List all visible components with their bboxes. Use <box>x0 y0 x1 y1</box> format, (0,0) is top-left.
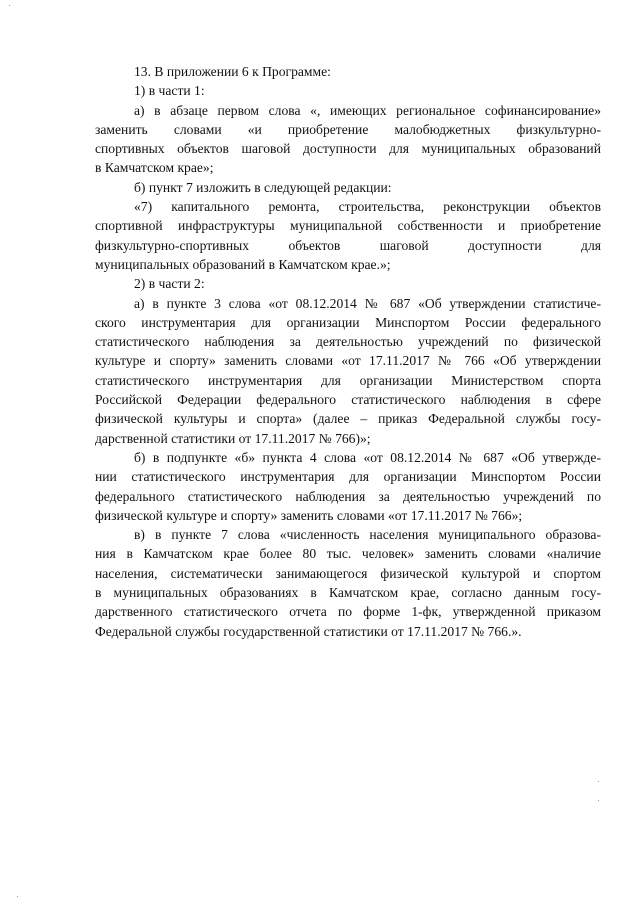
line: 13. В приложении 6 к Программе: <box>134 64 331 79</box>
line: в) в пункте 7 слова «численность населения муниципального образова- <box>134 527 601 543</box>
paragraph-2a <box>95 294 601 448</box>
scan-speck <box>598 800 599 801</box>
paragraph-2c <box>95 525 601 641</box>
line: статистического наблюдения за деятельностью учреждений по физической <box>95 334 601 350</box>
item-13-heading <box>95 62 601 81</box>
line: в Камчатском крае»; <box>95 160 214 176</box>
line: «7) капитального ремонта, строительства, реконструкции объектов <box>134 199 601 215</box>
line: культуре и спорту» заменить словами «от 17.11.2017 № 766 «Об утверждении <box>95 353 601 369</box>
line: статистического инструментария для организации Министерством спорта <box>95 372 601 388</box>
line: 2) в части 2: <box>134 276 205 292</box>
scan-speck <box>598 781 599 782</box>
line: физкультурно-спортивных объектов шаговой доступности для <box>95 237 601 253</box>
line: дарственного статистического отчета по форме 1-фк, утвержденной приказом <box>95 604 601 620</box>
line: федерального статистического наблюдения за деятельностью учреждений по <box>95 488 601 504</box>
line: а) в абзаце первом слова «, имеющих региональное софинансирование» <box>134 102 601 118</box>
line: спортивной инфраструктуры муниципальной собственности и приобретение <box>95 218 601 234</box>
line: физической культуре и спорту» заменить словами «от 17.11.2017 № 766»; <box>95 507 523 523</box>
scan-speck <box>9 5 10 6</box>
document-body <box>95 62 601 641</box>
paragraph-1a <box>95 101 601 178</box>
part-2-heading <box>95 274 601 293</box>
line: ния в Камчатском крае более 80 тыс. человек» заменить словами «наличие <box>95 546 601 562</box>
paragraph-1b <box>95 178 601 197</box>
line: физической культуры и спорта» (далее – приказ Федеральной службы госу- <box>95 411 601 427</box>
line: 1) в части 1: <box>134 83 205 99</box>
line: муниципальных образований в Камчатском крае.»; <box>95 256 391 272</box>
line: нии статистического инструментария для организации Минспортом России <box>95 469 601 485</box>
quoted-item-7 <box>95 197 601 274</box>
scan-speck <box>17 896 18 897</box>
line: заменить словами «и приобретение малобюджетных физкультурно- <box>95 121 601 137</box>
line: Федеральной службы государственной статистики от 17.11.2017 № 766.». <box>95 623 522 639</box>
line: а) в пункте 3 слова «от 08.12.2014 № 687 «Об утверждении статистиче- <box>134 295 601 311</box>
line: Российской Федерации федерального статистического наблюдения в сфере <box>95 392 601 408</box>
line: б) пункт 7 изложить в следующей редакции: <box>134 179 392 195</box>
paragraph-2b <box>95 448 601 525</box>
line: населения, систематически занимающегося физической культурой и спортом <box>95 565 601 581</box>
line: ского инструментария для организации Минспортом России федерального <box>95 314 601 330</box>
line: б) в подпункте «б» пункта 4 слова «от 08.12.2014 № 687 «Об утвержде- <box>134 449 601 465</box>
part-1-heading <box>95 81 601 100</box>
line: в муниципальных образованиях в Камчатском крае, согласно данным госу- <box>95 585 601 601</box>
line: дарственной статистики от 17.11.2017 № 766)»; <box>95 430 371 446</box>
line: спортивных объектов шаговой доступности для муниципальных образований <box>95 141 601 157</box>
